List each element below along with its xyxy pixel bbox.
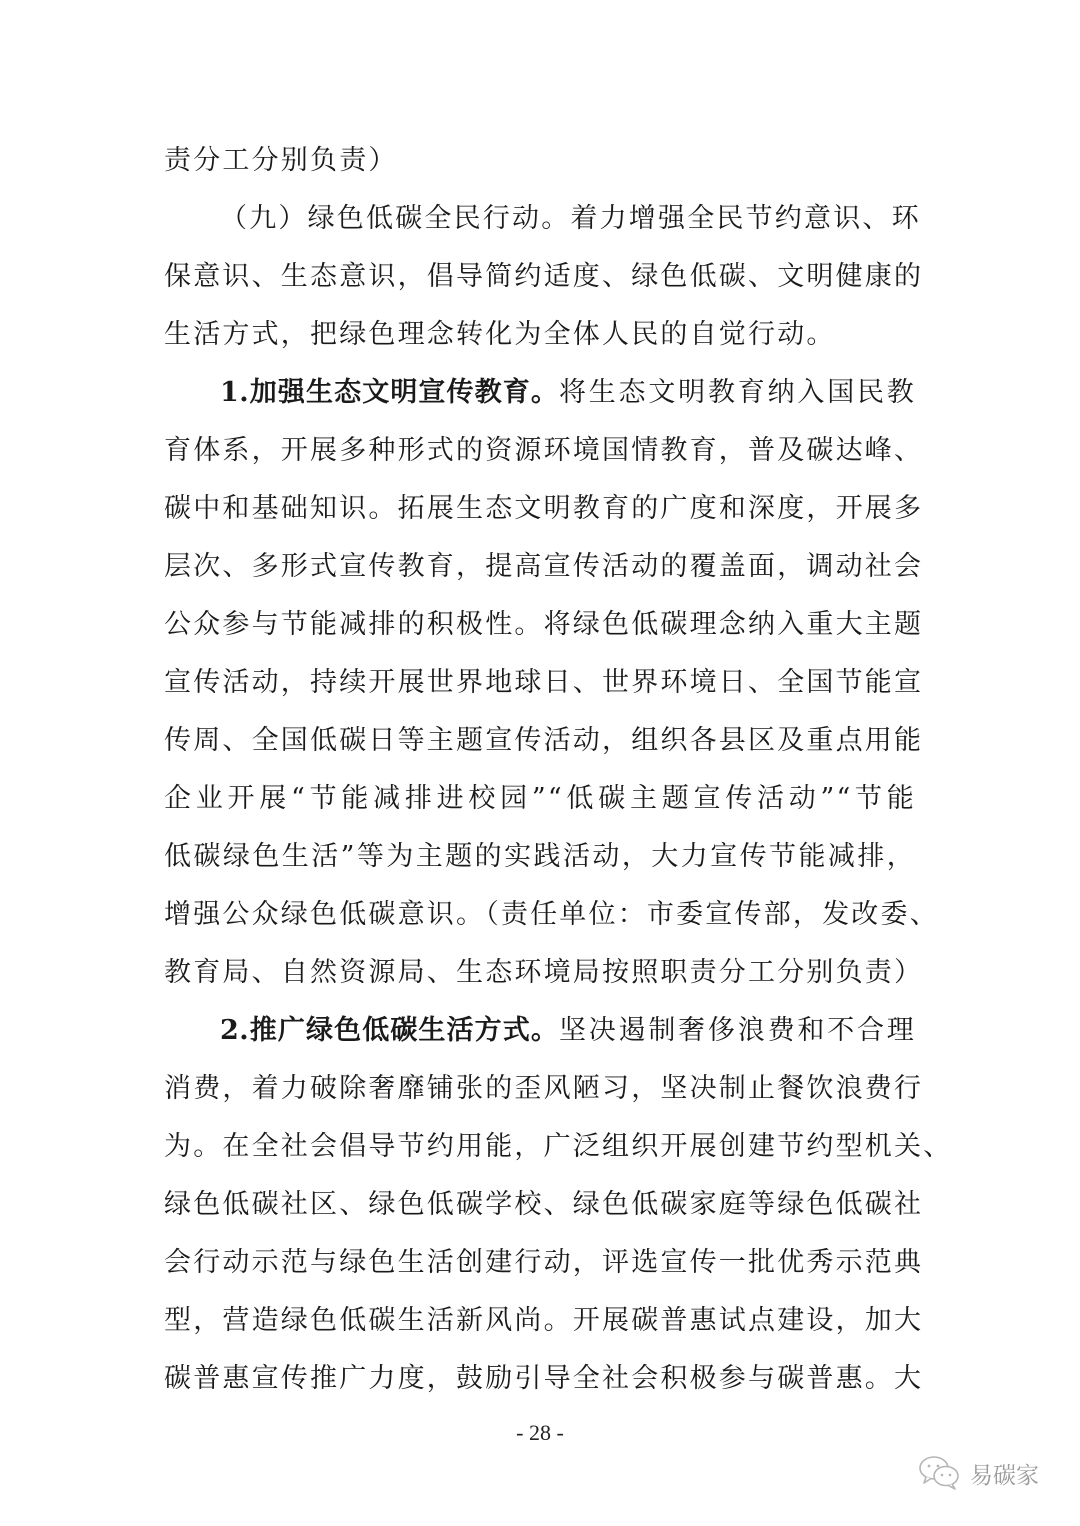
line-text: 低碳绿色生活”等为主题的实践活动，大力宣传节能减排， bbox=[164, 841, 916, 872]
section-heading: 2.推广绿色低碳生活方式。 bbox=[220, 1015, 559, 1046]
line-text: 坚决遏制奢侈浪费和不合理 bbox=[558, 1015, 917, 1046]
text-line bbox=[164, 886, 939, 944]
watermark-label: 易碳家 bbox=[970, 1462, 1039, 1489]
text-line bbox=[164, 364, 916, 422]
page-number: - 28 - bbox=[516, 1420, 564, 1445]
line-text: 将生态文明教育纳入国民教 bbox=[558, 377, 917, 408]
text-line bbox=[164, 1234, 924, 1292]
line-text: 企业开展“节能减排进校园”“低碳主题宣传活动”“节能 bbox=[164, 783, 916, 814]
text-line bbox=[164, 1118, 953, 1176]
line-text: 保意识、生态意识，倡导简约适度、绿色低碳、文明健康的 bbox=[164, 261, 924, 292]
line-text: 碳中和基础知识。拓展生态文明教育的广度和深度，开展多 bbox=[164, 493, 924, 524]
text-line bbox=[164, 944, 924, 1002]
line-text: （九）绿色低碳全民行动。着力增强全民节约意识、环 bbox=[220, 203, 921, 234]
line-text: 为。在全社会倡导节约用能，广泛组织开展创建节约型机关、 bbox=[164, 1131, 953, 1162]
line-text: 绿色低碳社区、绿色低碳学校、绿色低碳家庭等绿色低碳社 bbox=[164, 1189, 924, 1220]
document-body bbox=[164, 132, 953, 1408]
text-line bbox=[164, 422, 924, 480]
text-line bbox=[164, 1176, 924, 1234]
text-line bbox=[164, 132, 916, 190]
watermark bbox=[918, 1455, 1039, 1491]
line-text: 责分工分别负责） bbox=[164, 145, 398, 176]
text-line bbox=[164, 190, 921, 248]
line-text: 碳普惠宣传推广力度，鼓励引导全社会积极参与碳普惠。大 bbox=[164, 1363, 924, 1394]
text-line bbox=[164, 654, 924, 712]
text-line bbox=[164, 828, 916, 886]
text-line bbox=[164, 712, 924, 770]
text-line bbox=[164, 538, 924, 596]
line-text: 传周、全国低碳日等主题宣传活动，组织各县区及重点用能 bbox=[164, 725, 924, 756]
text-line bbox=[164, 1002, 916, 1060]
section-heading: 1.加强生态文明宣传教育。 bbox=[220, 377, 559, 408]
line-text: 型，营造绿色低碳生活新风尚。开展碳普惠试点建设，加大 bbox=[164, 1305, 924, 1336]
text-line bbox=[164, 596, 924, 654]
text-line bbox=[164, 1292, 924, 1350]
text-line bbox=[164, 306, 916, 364]
line-text: 生活方式，把绿色理念转化为全体人民的自觉行动。 bbox=[164, 319, 836, 350]
line-text: 增强公众绿色低碳意识。（责任单位：市委宣传部，发改委、 bbox=[164, 899, 939, 930]
line-text: 层次、多形式宣传教育，提高宣传活动的覆盖面，调动社会 bbox=[164, 551, 924, 582]
text-line bbox=[164, 480, 924, 538]
text-line bbox=[164, 1060, 924, 1118]
text-line bbox=[164, 1350, 924, 1408]
text-line bbox=[164, 248, 924, 306]
line-text: 宣传活动，持续开展世界地球日、世界环境日、全国节能宣 bbox=[164, 667, 924, 698]
line-text: 会行动示范与绿色生活创建行动，评选宣传一批优秀示范典 bbox=[164, 1247, 924, 1278]
line-text: 消费，着力破除奢靡铺张的歪风陋习，坚决制止餐饮浪费行 bbox=[164, 1073, 924, 1104]
line-text: 公众参与节能减排的积极性。将绿色低碳理念纳入重大主题 bbox=[164, 609, 924, 640]
wechat-icon bbox=[918, 1455, 962, 1491]
line-text: 教育局、自然资源局、生态环境局按照职责分工分别负责） bbox=[164, 957, 924, 988]
text-line bbox=[164, 770, 916, 828]
line-text: 育体系，开展多种形式的资源环境国情教育，普及碳达峰、 bbox=[164, 435, 924, 466]
